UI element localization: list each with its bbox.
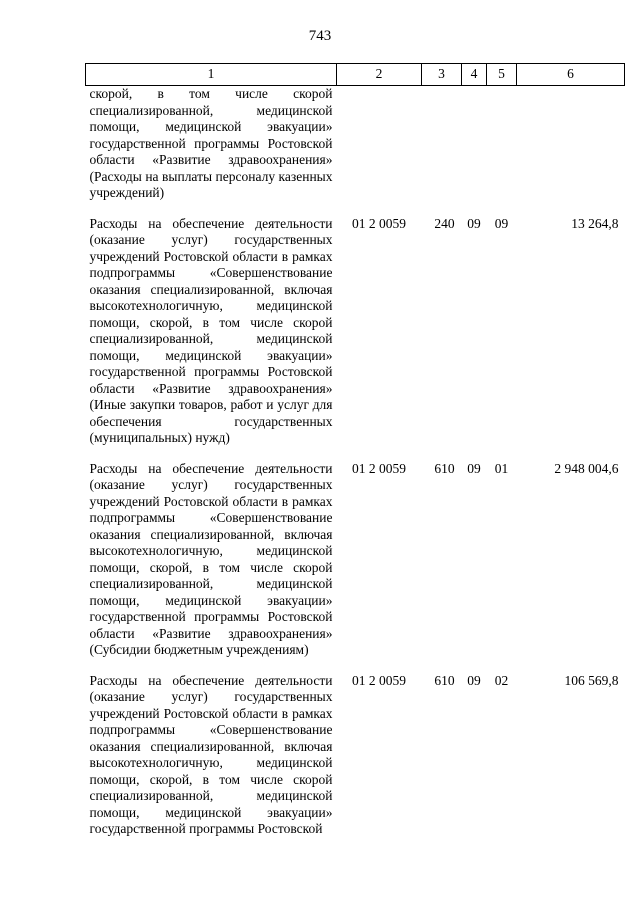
row-expense-type (422, 86, 462, 202)
row-subsection: 01 (494, 460, 509, 476)
row-expense-type: 610 (434, 460, 455, 476)
column-header-subsection: 5 (487, 64, 517, 86)
row-description: Расходы на обеспечение деятельности (оказание услуг) государственных учреждений Ростовской области в рамках подпрограммы «Совершенствование оказания специализированной, включая высокотехнологичную, медицинской помощи, скорой, в том числе скорой специализированной, медицинской помощи, медицинской эвакуации» государственной программы Ростовской области «Развитие здравоохранения» (Субсидии бюджетным учреждениям) (89, 460, 333, 657)
table-row (86, 659, 625, 838)
row-description: Расходы на обеспечение деятельности (оказание услуг) государственных учреждений Ростовской области в рамках подпрограммы «Совершенствование оказания специализированной, включая высокотехнологичную, медицинской помощи, скорой, в том числе скорой специализированной, медицинской помощи, медицинской эвакуации» государственной программы Ростовской (89, 672, 333, 836)
row-section: 09 (467, 672, 481, 688)
row-description: скорой, в том числе скорой специализированной, медицинской помощи, медицинской эвакуации» государственной программы Ростовской области «Развитие здравоохранения» (Расходы на выплаты персоналу казенных учреждений) (89, 86, 333, 200)
table-row (86, 202, 625, 447)
row-expense-type: 240 (434, 215, 455, 231)
row-code (337, 86, 422, 202)
column-header-expense-type: 3 (422, 64, 462, 86)
table-row (86, 86, 625, 202)
row-code: 01 2 0059 (352, 460, 406, 476)
column-header-code: 2 (337, 64, 422, 86)
column-header-section: 4 (462, 64, 487, 86)
row-expense-type: 610 (434, 672, 455, 688)
row-amount: 106 569,8 (564, 672, 619, 688)
column-header-description: 1 (86, 64, 337, 86)
row-section (462, 86, 487, 202)
row-section: 09 (467, 215, 481, 231)
row-description: Расходы на обеспечение деятельности (оказание услуг) государственных учреждений Ростовской области в рамках подпрограммы «Совершенствование оказания специализированной, включая высокотехнологичную, медицинской помощи, скорой, в том числе скорой специализированной, медицинской помощи, медицинской эвакуации» государственной программы Ростовской области «Развитие здравоохранения» (Иные закупки товаров, работ и услуг для обеспечения государственных (муниципальных) нужд) (89, 215, 333, 445)
row-section: 09 (467, 460, 481, 476)
column-header-amount: 6 (517, 64, 625, 86)
row-subsection: 02 (494, 672, 509, 688)
row-amount (517, 86, 625, 202)
budget-table (85, 63, 625, 838)
row-code: 01 2 0059 (352, 672, 406, 688)
row-amount: 2 948 004,6 (554, 460, 619, 476)
row-subsection (487, 86, 517, 202)
row-amount: 13 264,8 (571, 215, 619, 231)
table-row (86, 447, 625, 659)
table-header-row (86, 64, 625, 86)
row-code: 01 2 0059 (352, 215, 406, 231)
page-number: 743 (308, 28, 332, 44)
row-subsection: 09 (494, 215, 509, 231)
